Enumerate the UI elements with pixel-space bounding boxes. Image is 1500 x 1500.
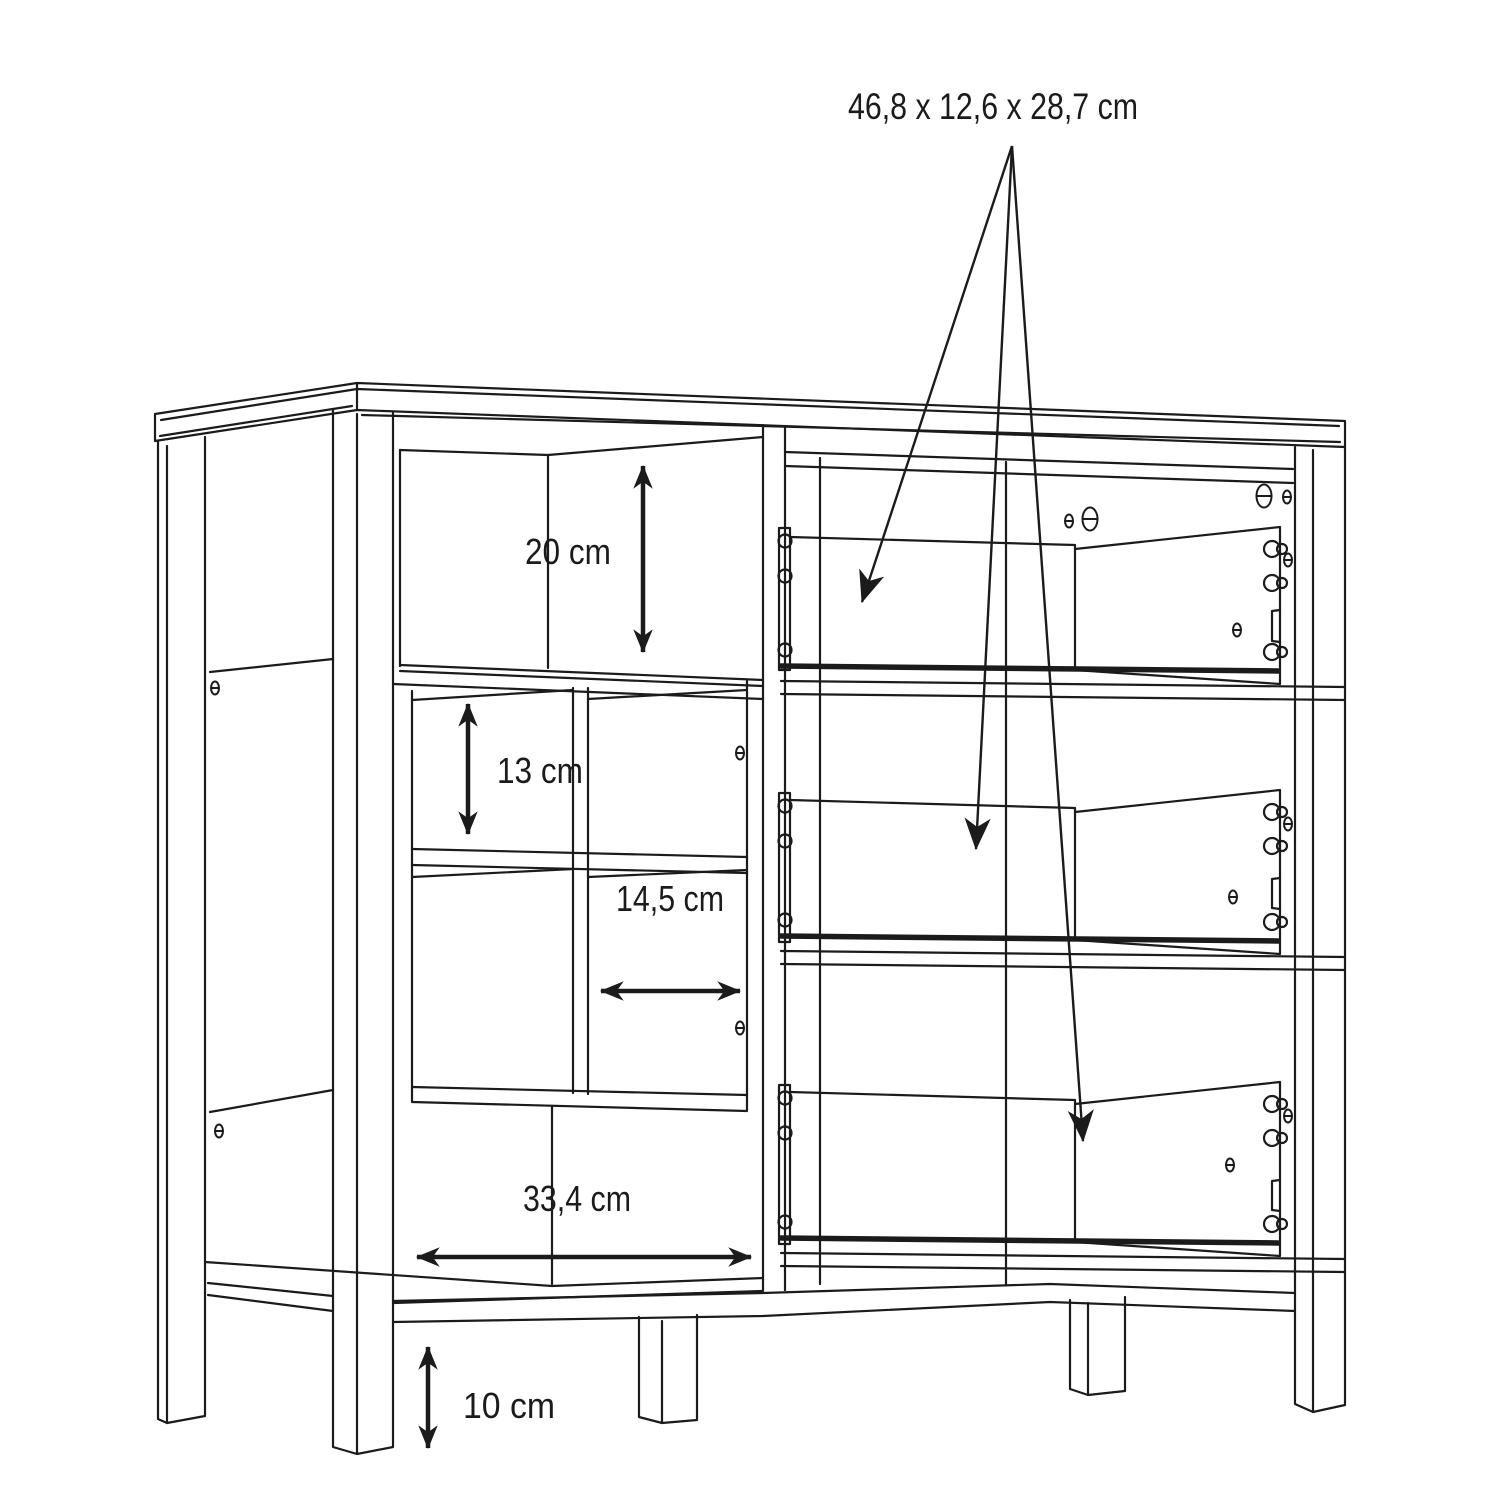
drawer-box-middle <box>779 790 1346 970</box>
dimension-label-top-compartment-height: 20 cm <box>525 531 611 572</box>
leg-mid-front <box>639 1315 697 1423</box>
dimension-label-cubby-height: 13 cm <box>497 750 583 791</box>
drawer-box-bottom <box>779 1082 1346 1272</box>
back-panel <box>785 452 1293 1284</box>
leg-mid-right <box>1070 1297 1125 1395</box>
drawer-box-top <box>779 527 1346 700</box>
bottom-shelf <box>208 1283 1295 1322</box>
leg-front-right <box>1295 447 1345 1412</box>
cam-lock-symbols <box>211 485 1292 1172</box>
dimension-label-drawer: 46,8 x 12,6 x 28,7 cm <box>848 86 1138 127</box>
divider-panel <box>763 425 785 1290</box>
bottom-compartment <box>205 1107 763 1303</box>
drawer-dimension-pointers <box>862 146 1083 1141</box>
dimension-label-cubby-width: 14,5 cm <box>616 878 724 919</box>
leg-back-left <box>158 437 205 1423</box>
dimension-label-bottom-compartment-width: 33,4 cm <box>523 1178 631 1219</box>
side-panel-lines <box>210 659 333 1112</box>
dimension-label-leg-clearance: 10 cm <box>463 1385 555 1426</box>
leg-front-left <box>333 409 393 1454</box>
